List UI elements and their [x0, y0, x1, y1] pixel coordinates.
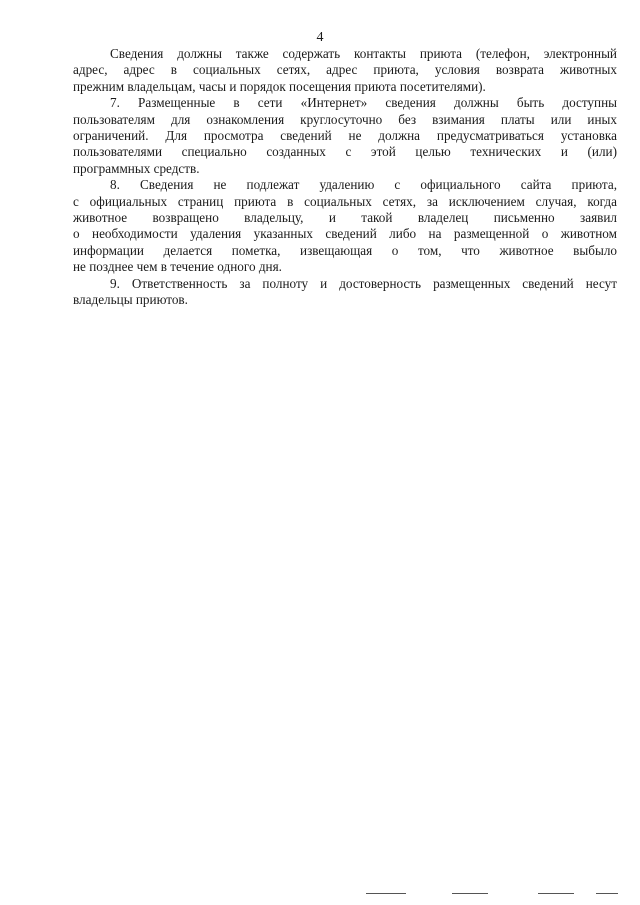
text-line: животное возвращено владельцу, и такой владелец письменно заявил	[73, 210, 617, 226]
scan-artifact-marks	[0, 893, 640, 897]
text-line: владельцы приютов.	[73, 292, 188, 308]
text-line: пользователям для ознакомления круглосуточно без взимания платы или иных	[73, 111, 617, 127]
scan-mark	[452, 893, 488, 894]
text-line: информации делается пометка, извещающая о том, что животное выбыло	[73, 242, 617, 258]
text-line: 8. Сведения не подлежат удалению с официального сайта приюта,	[110, 177, 617, 193]
text-line: 9. Ответственность за полноту и достоверность размещенных сведений несут	[110, 275, 617, 291]
text-line: программных средств.	[73, 160, 200, 176]
text-line: о необходимости удаления указанных сведений либо на размещенной о животном	[73, 226, 617, 242]
text-line: ограничений. Для просмотра сведений не должна предусматриваться установка	[73, 128, 617, 144]
document-body	[73, 46, 617, 309]
page-number: 4	[316, 30, 324, 45]
paragraph-contacts	[73, 46, 617, 95]
text-line: Сведения должны также содержать контакты приюта (телефон, электронный	[110, 46, 617, 61]
paragraph-item-9	[73, 276, 617, 309]
text-line: не позднее чем в течение одного дня.	[73, 259, 282, 275]
scan-mark	[596, 893, 618, 894]
text-line: пользователями специально созданных с этой целью технических и (или)	[73, 144, 617, 160]
text-line: прежним владельцам, часы и порядок посещения приюта посетителями).	[73, 78, 486, 94]
scan-mark	[366, 893, 406, 894]
text-line: с официальных страниц приюта в социальных сетях, за исключением случая, когда	[73, 193, 617, 209]
paragraph-item-8	[73, 177, 617, 275]
text-line: адрес, адрес в социальных сетях, адрес приюта, условия возврата животных	[73, 62, 617, 78]
scan-mark	[538, 893, 574, 894]
paragraph-item-7	[73, 95, 617, 177]
text-line: 7. Размещенные в сети «Интернет» сведения должны быть доступны	[110, 95, 617, 111]
